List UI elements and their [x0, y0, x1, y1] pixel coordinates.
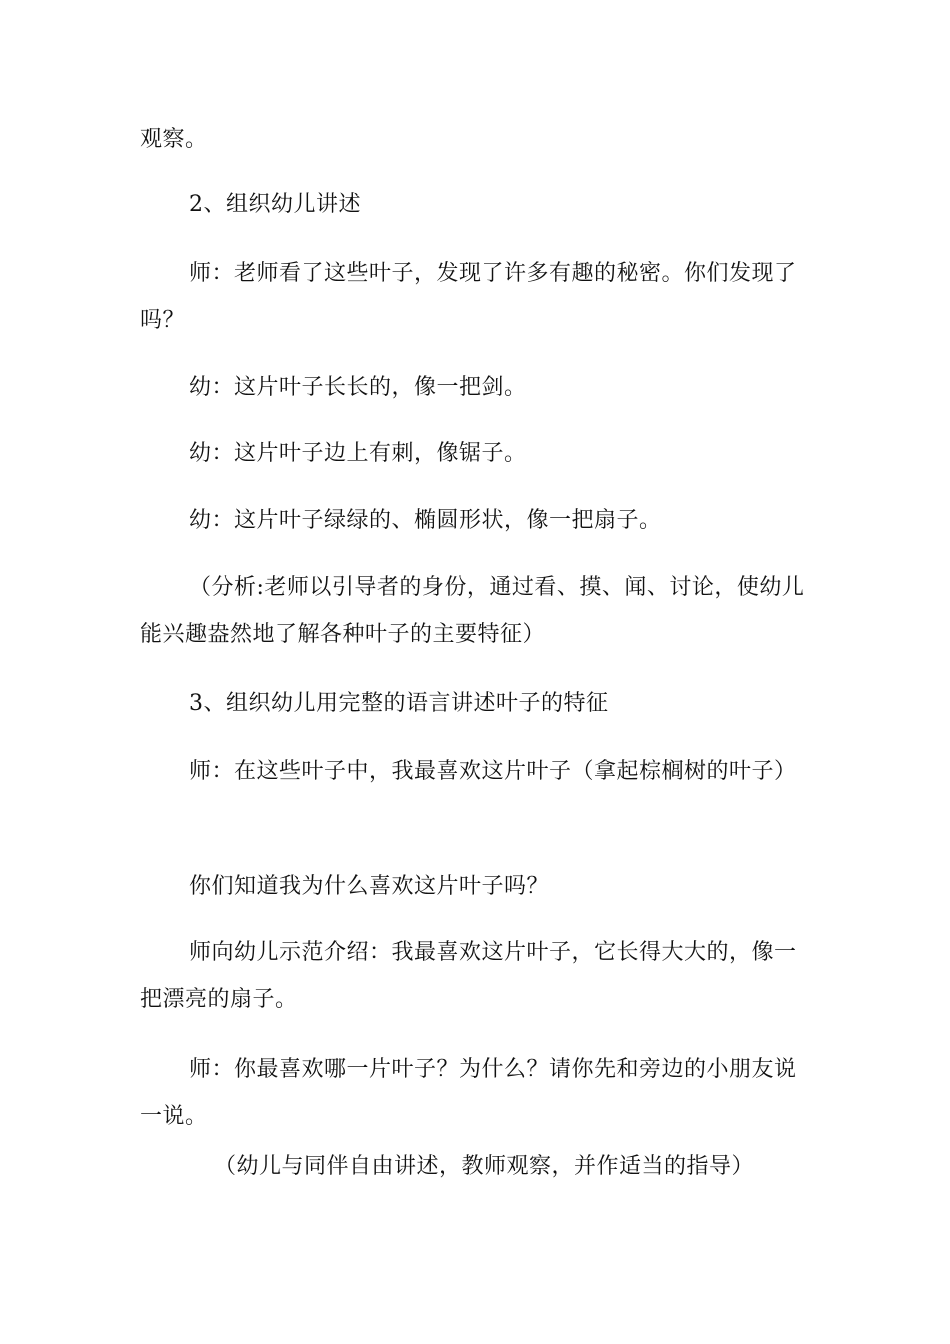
child-answer-3: 幼：这片叶子绿绿的、椭圆形状，像一把扇子。	[189, 508, 662, 533]
child-answer-2: 幼：这片叶子边上有刺，像锯子。	[189, 441, 527, 466]
child-answer-1: 幼：这片叶子长长的，像一把剑。	[189, 375, 527, 400]
teacher-question-paragraph: 师：老师看了这些叶子，发现了许多有趣的秘密。你们发现了吗？	[140, 261, 797, 333]
section-heading-3: 3、组织幼儿用完整的语言讲述叶子的特征	[189, 691, 609, 716]
activity-note: （幼儿与同伴自由讲述，教师观察，并作适当的指导）	[214, 1154, 755, 1179]
teacher-why-question: 你们知道我为什么喜欢这片叶子吗？	[189, 874, 550, 899]
teacher-demo-paragraph: 师向幼儿示范介绍：我最喜欢这片叶子，它长得大大的，像一把漂亮的扇子。	[140, 940, 797, 1012]
teacher-favorite-paragraph: 师：在这些叶子中，我最喜欢这片叶子（拿起棕榈树的叶子）	[189, 759, 797, 784]
section-heading-2: 2、组织幼儿讲述	[189, 192, 361, 217]
analysis-note: （分析:老师以引导者的身份，通过看、摸、闻、讨论，使幼儿能兴趣盎然地了解各种叶子的主要特征）	[140, 575, 805, 647]
teacher-prompt-paragraph: 师：你最喜欢哪一片叶子？为什么？请你先和旁边的小朋友说一说。	[140, 1057, 797, 1129]
paragraph-continuation: 观察。	[140, 127, 208, 152]
